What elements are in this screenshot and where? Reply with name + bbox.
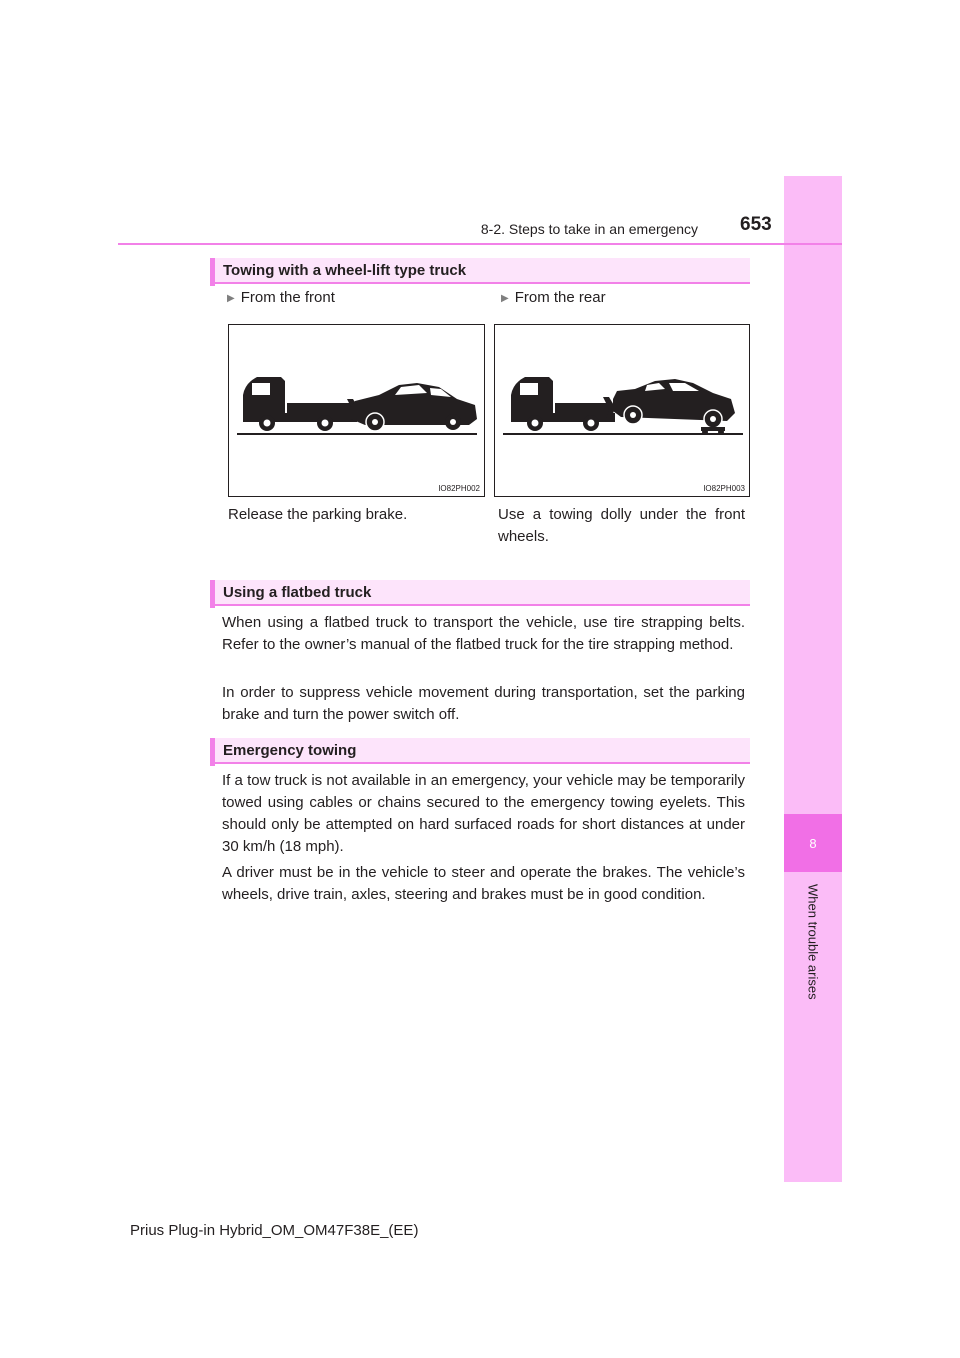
paragraph-emergency-2: A driver must be in the vehicle to steer and operate the brakes. The vehicle’s wheels, drive train, axles, steering and brakes must be in good condition. bbox=[222, 864, 745, 903]
figure-tow-front bbox=[228, 324, 485, 497]
page-number: 653 bbox=[740, 214, 772, 235]
triangle-right-icon: ▶ bbox=[227, 293, 235, 304]
footer-document-id: Prius Plug-in Hybrid_OM_OM47F38E_(EE) bbox=[130, 1222, 419, 1239]
bullet-from-front bbox=[227, 289, 335, 306]
bullet-from-rear bbox=[501, 289, 606, 306]
triangle-right-icon: ▶ bbox=[501, 293, 509, 304]
chapter-title-vertical: When trouble arises bbox=[805, 884, 821, 1000]
figure-code: IO82PH002 bbox=[438, 484, 480, 493]
paragraph-flatbed-2: In order to suppress vehicle movement during transportation, set the parking brake and turn the power switch off. bbox=[222, 684, 745, 723]
tow-truck-rear-lift-dolly-illustration bbox=[495, 325, 749, 496]
section-heading-wheel-lift: Towing with a wheel-lift type truck bbox=[210, 258, 750, 284]
figure-code: IO82PH003 bbox=[703, 484, 745, 493]
chapter-side-tab bbox=[784, 176, 842, 1182]
paragraph-flatbed-1: When using a flatbed truck to transport the vehicle, use tire strapping belts. Refer to the owner’s manual of the flatbed truck for the tire strapping method. bbox=[222, 614, 745, 653]
bullet-label: From the front bbox=[240, 289, 335, 306]
figure-tow-rear bbox=[494, 324, 750, 497]
chapter-number-tab: 8 bbox=[784, 814, 842, 872]
header-rule bbox=[118, 243, 842, 245]
section-heading-flatbed: Using a flatbed truck bbox=[210, 580, 750, 606]
paragraph-emergency-1: If a tow truck is not available in an emergency, your vehicle may be temporarily towed using cables or chains secured to the emergency towing eyelets. This should only be attempted on hard surfaced roads for short distances at under 30 km/h (18 mph). bbox=[222, 772, 745, 855]
running-header-section: 8-2. Steps to take in an emergency bbox=[480, 221, 698, 237]
section-heading-emergency-towing: Emergency towing bbox=[210, 738, 750, 764]
caption-rear: Use a towing dolly under the front wheels. bbox=[498, 506, 745, 545]
tow-truck-front-lift-illustration bbox=[229, 325, 484, 496]
bullet-label: From the rear bbox=[514, 289, 606, 306]
caption-front: Release the parking brake. bbox=[228, 506, 408, 523]
